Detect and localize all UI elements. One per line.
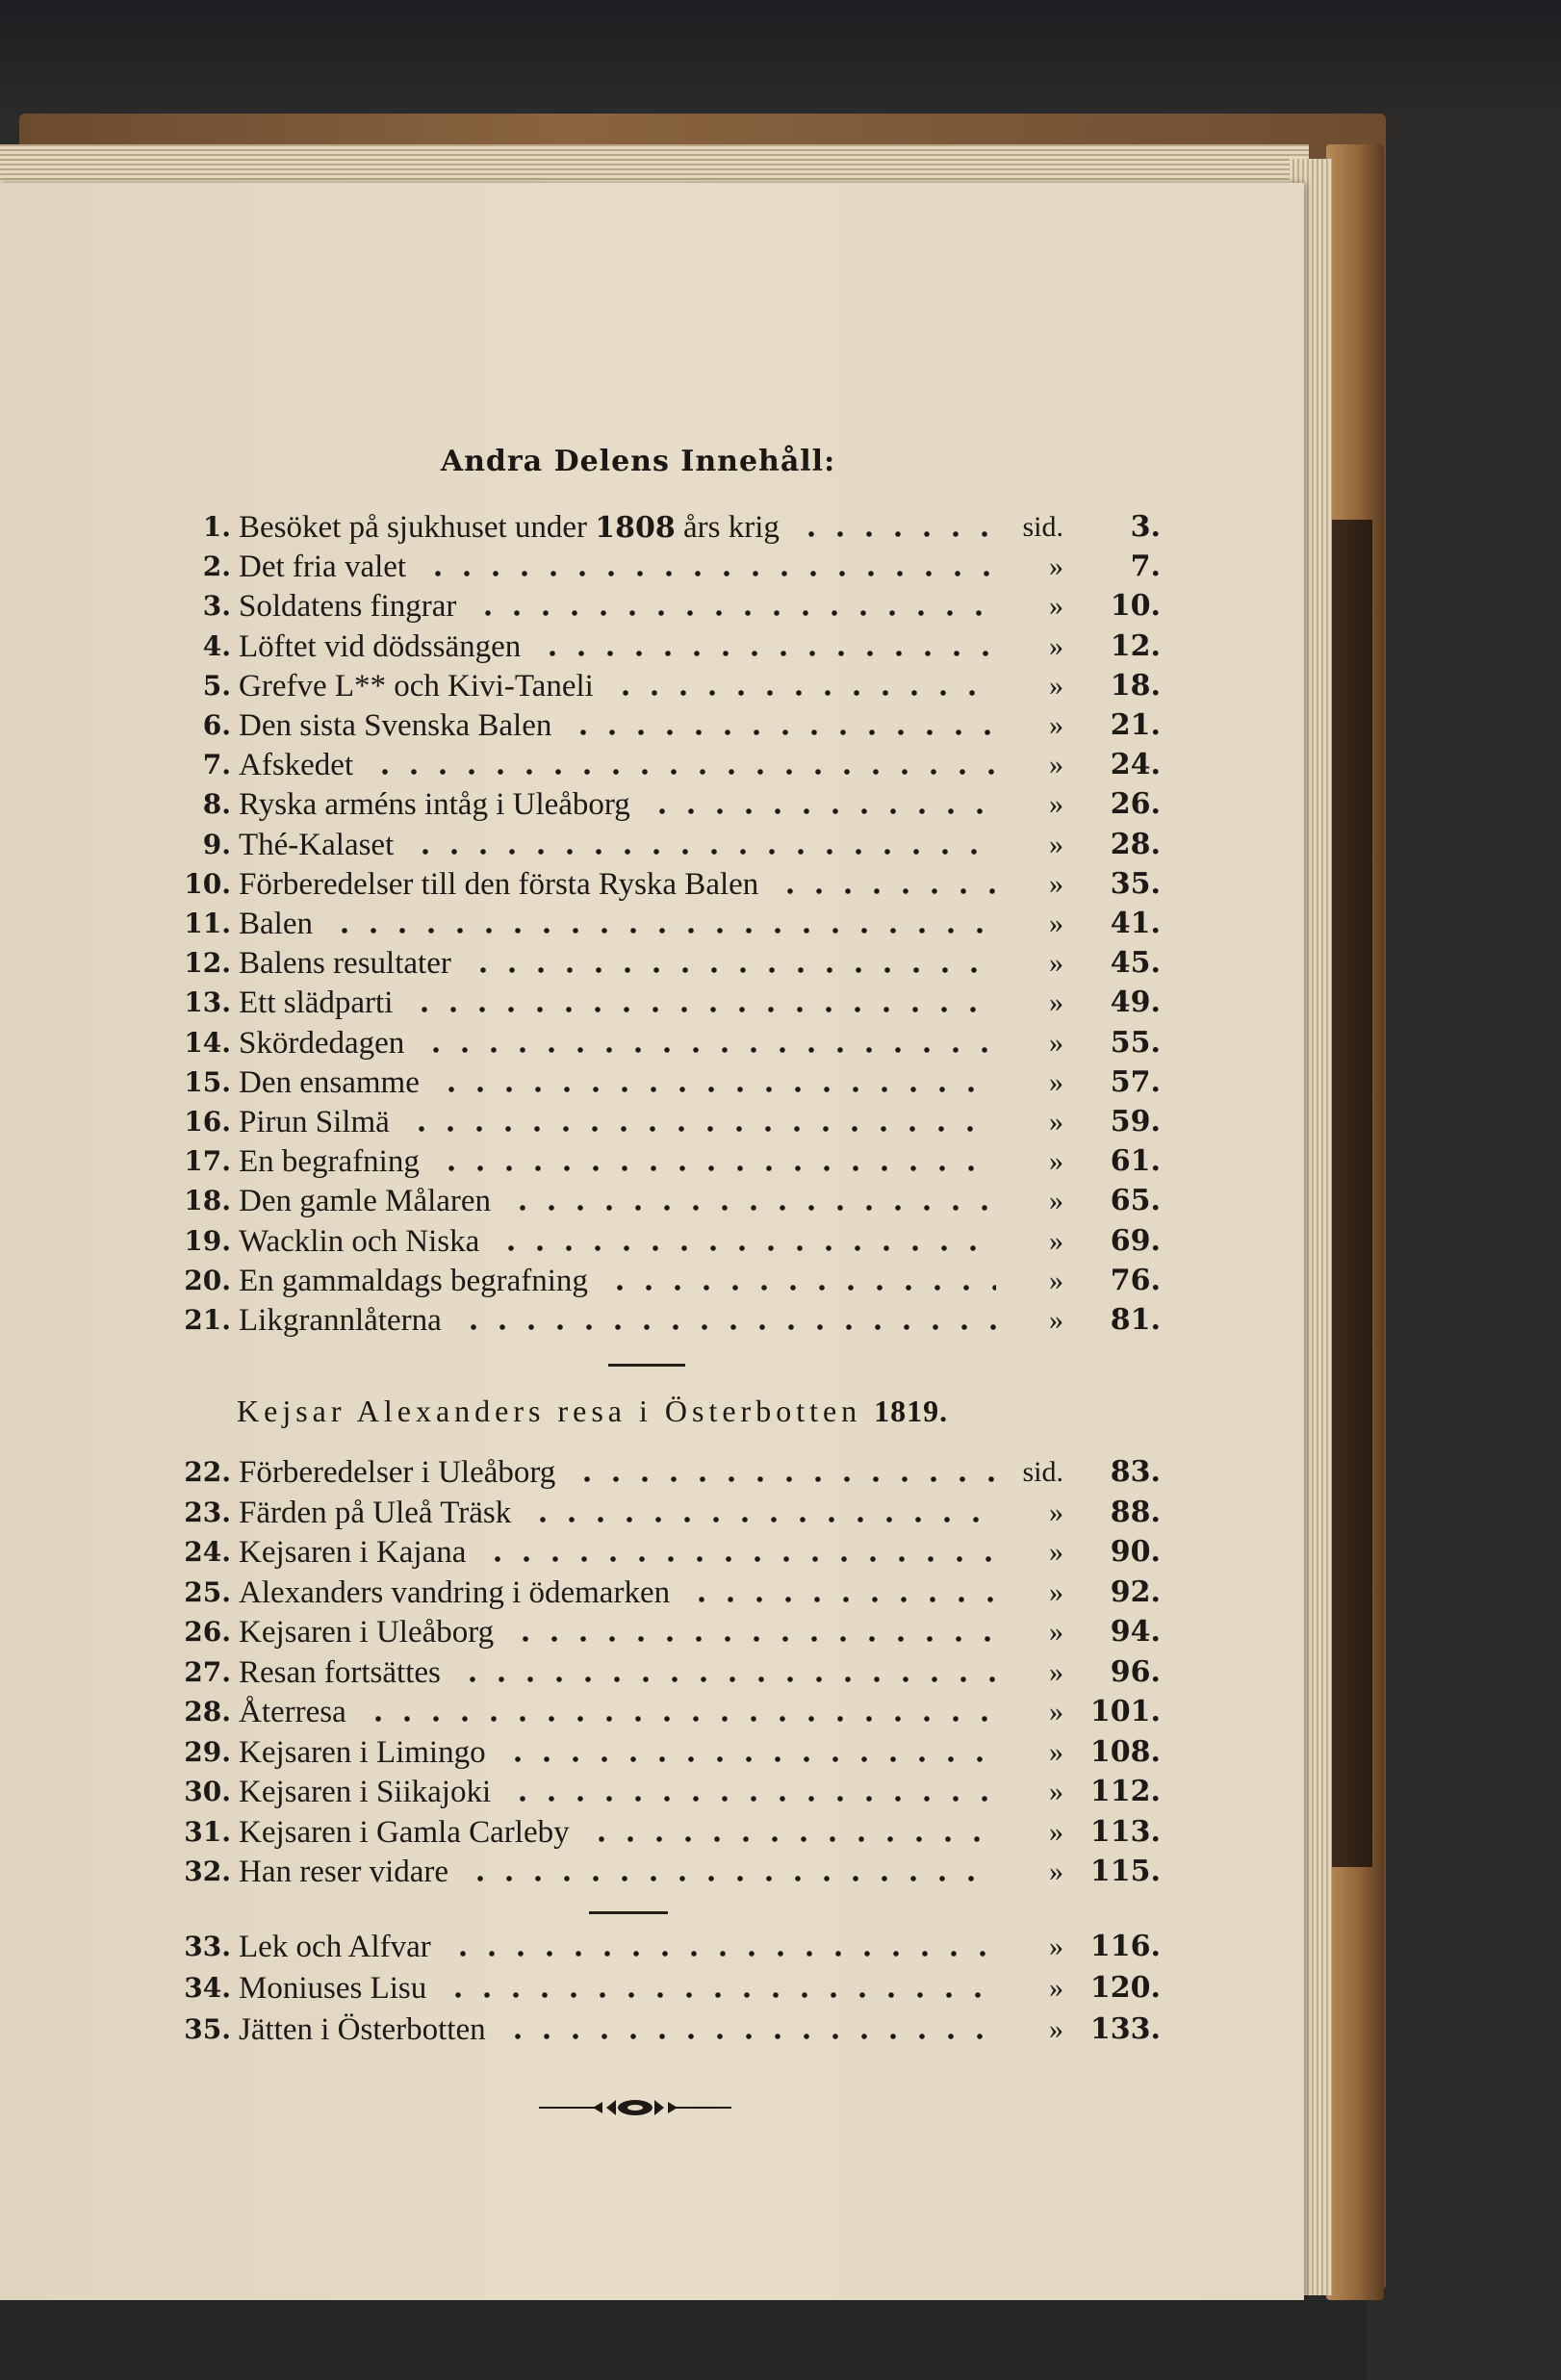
- leader-dots: [687, 1597, 996, 1602]
- entry-sid: »: [1049, 986, 1063, 1019]
- toc-entry: [173, 1182, 1161, 1220]
- toc-entry: [173, 1024, 1161, 1062]
- entry-sid: »: [1049, 867, 1063, 900]
- section-divider: [608, 1364, 685, 1367]
- entry-number: 22.: [184, 1456, 231, 1488]
- leader-dots: [371, 769, 996, 775]
- page-title: Andra Delens Innehåll:: [440, 445, 836, 478]
- entry-sid: »: [1049, 1735, 1063, 1768]
- entry-sid: »: [1049, 1655, 1063, 1688]
- entry-title: [239, 1453, 555, 1492]
- toc-entry: [173, 627, 1161, 666]
- entry-title-text: Återresa: [239, 1695, 346, 1729]
- entry-title: [239, 1063, 420, 1102]
- leader-dots: [508, 1205, 996, 1211]
- entry-sid: »: [1049, 1616, 1063, 1648]
- leader-dots: [508, 1796, 996, 1802]
- toc-entry: [173, 667, 1161, 705]
- entry-page-number: 65.: [1110, 1184, 1161, 1218]
- leader-dots: [483, 1556, 996, 1562]
- section-title: [237, 1394, 1199, 1429]
- entry-page-number: 133.: [1089, 2012, 1161, 2046]
- toc-entry: [173, 905, 1161, 943]
- entry-title: [239, 1813, 570, 1852]
- entry-sid: »: [1049, 1145, 1063, 1178]
- leader-dots: [459, 1324, 996, 1330]
- leader-dots: [528, 1517, 996, 1523]
- entry-title-text: Balen: [239, 907, 313, 941]
- leader-dots: [444, 1992, 996, 1998]
- leader-dots: [448, 1951, 996, 1957]
- entry-number: 7.: [202, 749, 231, 781]
- entry-title: [239, 548, 406, 586]
- toc-entry: [173, 1693, 1161, 1731]
- entry-title: [239, 1693, 346, 1731]
- entry-sid: »: [1049, 1931, 1063, 1962]
- entry-sid: »: [1049, 1855, 1063, 1887]
- entry-title-text: Kejsaren i Kajana: [239, 1535, 467, 1570]
- toc-entry: [173, 826, 1161, 864]
- entry-title-text: Det fria valet: [239, 550, 407, 585]
- toc-entry: [173, 1853, 1161, 1891]
- leader-dots: [611, 690, 996, 696]
- leader-dots: [776, 888, 996, 894]
- entry-sid: »: [1049, 788, 1063, 821]
- entry-number: 15.: [184, 1065, 231, 1098]
- toc-entry: [173, 1813, 1161, 1852]
- entry-title-text: Moniuses Lisu: [239, 1971, 427, 2006]
- entry-number: 9.: [202, 828, 231, 860]
- toc-entry: [173, 1574, 1161, 1612]
- entry-sid: »: [1049, 1776, 1063, 1807]
- entry-title: [239, 508, 780, 548]
- entry-number: 18.: [184, 1185, 231, 1217]
- entry-sid: »: [1049, 1496, 1063, 1528]
- entry-sid: »: [1049, 1264, 1063, 1296]
- entry-number: 3.: [202, 590, 231, 623]
- entry-title: [239, 1142, 420, 1181]
- entry-page-number: 120.: [1089, 1971, 1161, 2005]
- entry-sid: »: [1049, 947, 1063, 980]
- entry-sid: »: [1049, 590, 1063, 623]
- entry-title-text: En begrafning: [239, 1144, 420, 1180]
- entry-title-text: Förberedelser i Uleåborg: [239, 1455, 556, 1490]
- entry-page-number: 61.: [1110, 1144, 1161, 1179]
- leader-dots: [569, 729, 996, 735]
- entry-number: 27.: [184, 1655, 231, 1688]
- entry-page-number: 45.: [1110, 946, 1161, 981]
- entry-title: [239, 746, 353, 784]
- entry-number: 8.: [202, 788, 231, 821]
- entry-number: 32.: [184, 1855, 231, 1887]
- entry-page-number: 41.: [1110, 907, 1161, 940]
- entry-number: 2.: [202, 550, 231, 583]
- leader-dots: [411, 849, 996, 855]
- entry-number: 34.: [184, 1972, 231, 2004]
- toc-entry: [173, 1928, 1161, 1966]
- entry-page-number: 112.: [1089, 1775, 1161, 1808]
- entry-title: [239, 1733, 486, 1772]
- entry-title-text: Han reser vidare: [239, 1855, 449, 1889]
- entry-title: [239, 1574, 670, 1612]
- entry-sid: »: [1049, 1536, 1063, 1568]
- leader-dots: [538, 651, 996, 656]
- entry-title-text: Färden på Uleå Träsk: [239, 1495, 512, 1530]
- leader-dots: [605, 1285, 996, 1291]
- toc-entry: [173, 785, 1161, 824]
- toc-entry: [173, 984, 1161, 1022]
- entry-number: 14.: [184, 1026, 231, 1059]
- toc-entry: [173, 2010, 1161, 2049]
- toc-entry: [173, 1063, 1161, 1102]
- entry-sid: »: [1049, 1065, 1063, 1098]
- entry-title-text: Kejsaren i Uleåborg: [239, 1615, 495, 1650]
- entry-number: 21.: [184, 1304, 231, 1336]
- entry-title-year: 1808: [595, 511, 676, 545]
- entry-sid: »: [1049, 749, 1063, 781]
- entry-page-number: 96.: [1110, 1654, 1161, 1689]
- entry-page-number: 7.: [1130, 550, 1161, 584]
- toc-entry: [173, 944, 1161, 983]
- entry-title-text: Lek och Alfvar: [239, 1930, 431, 1964]
- entry-page-number: 115.: [1089, 1855, 1161, 1888]
- toc-entry: [173, 1301, 1161, 1340]
- entry-number: 16.: [184, 1106, 231, 1138]
- entry-page-number: 116.: [1089, 1930, 1161, 1963]
- toc-entry: [173, 587, 1161, 626]
- entry-sid: »: [1049, 1304, 1063, 1336]
- entry-number: 28.: [184, 1696, 231, 1727]
- leader-dots: [473, 610, 996, 616]
- entry-page-number: 90.: [1110, 1535, 1161, 1569]
- entry-title: [239, 1969, 426, 2008]
- entry-page-number: 24.: [1110, 748, 1161, 782]
- leader-dots: [497, 1245, 996, 1251]
- entry-title: [239, 667, 594, 705]
- entry-page-number: 81.: [1110, 1303, 1161, 1337]
- leader-dots: [410, 1007, 996, 1012]
- leader-dots: [503, 1756, 996, 1762]
- toc-entry: [173, 1969, 1161, 2008]
- entry-page-number: 83.: [1110, 1455, 1161, 1489]
- entry-page-number: 113.: [1089, 1814, 1161, 1849]
- entry-sid: »: [1049, 1026, 1063, 1059]
- leader-dots: [797, 531, 996, 537]
- leader-dots: [511, 1636, 996, 1642]
- entry-title: [239, 1773, 491, 1811]
- entry-title-rest: års krig: [675, 510, 780, 545]
- entry-title-text: En gammaldags begrafning: [239, 1263, 588, 1298]
- entry-title: [239, 1533, 466, 1572]
- entry-title: [239, 1494, 511, 1532]
- entry-title: [239, 826, 394, 864]
- entry-title-text: Afskedet: [239, 748, 354, 783]
- entry-number: 1.: [202, 511, 231, 543]
- entry-title-text: Grefve L** och Kivi-Taneli: [239, 668, 594, 704]
- entry-number: 19.: [184, 1224, 231, 1257]
- entry-title-text: Kejsaren i Siikajoki: [239, 1775, 492, 1809]
- entry-sid: »: [1049, 629, 1063, 662]
- entry-title: [239, 944, 451, 983]
- entry-title: [239, 865, 758, 904]
- leader-dots: [458, 1676, 996, 1682]
- toc-entry: [173, 1733, 1161, 1772]
- entry-title: [239, 1103, 390, 1141]
- entry-number: 33.: [184, 1931, 231, 1962]
- entry-number: 31.: [184, 1815, 231, 1848]
- entry-title: [239, 1182, 491, 1220]
- entry-title-text: Den sista Svenska Balen: [239, 708, 552, 743]
- entry-number: 30.: [184, 1776, 231, 1807]
- entry-number: 24.: [184, 1536, 231, 1568]
- leader-dots: [573, 1476, 996, 1482]
- entry-title: [239, 1928, 431, 1966]
- leader-dots: [503, 2034, 996, 2039]
- toc-entry: [173, 1453, 1161, 1492]
- entry-title-text: Alexanders vandring i ödemarken: [239, 1574, 671, 1610]
- entry-sid: »: [1049, 828, 1063, 860]
- entry-page-number: 59.: [1110, 1105, 1161, 1139]
- entry-title-text: Ett slädparti: [239, 985, 394, 1021]
- entry-title-text: Soldatens fingrar: [239, 589, 457, 625]
- entry-number: 29.: [184, 1735, 231, 1768]
- entry-number: 13.: [184, 986, 231, 1019]
- section-year: 1819.: [874, 1394, 949, 1428]
- entry-page-number: 76.: [1110, 1263, 1161, 1297]
- entry-page-number: 57.: [1110, 1064, 1161, 1099]
- entry-page-number: 3.: [1130, 510, 1161, 544]
- entry-title-text: Likgrannlåterna: [239, 1303, 442, 1338]
- entry-title: [239, 1262, 588, 1300]
- leader-dots: [469, 967, 996, 973]
- toc-entry: [173, 1494, 1161, 1532]
- entry-title: [239, 1222, 479, 1261]
- toc-entry: [173, 706, 1161, 745]
- entry-title: [239, 1613, 494, 1651]
- entry-sid: »: [1049, 1815, 1063, 1848]
- entry-title-text: Ryska arméns intåg i Uleåborg: [239, 787, 630, 823]
- entry-number: 4.: [202, 629, 231, 662]
- toc-entry: [173, 1222, 1161, 1261]
- toc-entry: [173, 746, 1161, 784]
- entry-page-number: 55.: [1110, 1025, 1161, 1060]
- entry-number: 35.: [184, 2013, 231, 2045]
- entry-title-text: Skördedagen: [239, 1025, 405, 1061]
- entry-page-number: 12.: [1110, 628, 1161, 663]
- entry-sid: »: [1049, 908, 1063, 939]
- entry-number: 23.: [184, 1496, 231, 1528]
- leader-dots: [364, 1716, 996, 1722]
- entry-number: 5.: [202, 669, 231, 702]
- entry-page-number: 28.: [1110, 827, 1161, 861]
- leader-dots: [422, 1047, 996, 1053]
- leader-dots: [330, 928, 996, 934]
- entry-page-number: 10.: [1110, 589, 1161, 624]
- entry-title-text: Wacklin och Niska: [239, 1223, 480, 1259]
- leader-dots: [587, 1836, 996, 1842]
- entry-sid: »: [1049, 1185, 1063, 1217]
- entry-title: [239, 984, 393, 1022]
- entry-page-number: 18.: [1110, 668, 1161, 703]
- entry-sid: »: [1049, 2013, 1063, 2045]
- leader-dots: [437, 1087, 996, 1092]
- entry-sid: »: [1049, 1106, 1063, 1138]
- entry-title: [239, 627, 521, 666]
- toc-entry: [173, 865, 1161, 904]
- entry-sid: »: [1049, 1972, 1063, 2004]
- leader-dots: [466, 1876, 996, 1881]
- entry-title-text: Balens resultater: [239, 946, 451, 982]
- entry-number: 10.: [184, 867, 231, 900]
- entry-page-number: 69.: [1110, 1223, 1161, 1258]
- leader-dots: [423, 571, 996, 576]
- entry-page-number: 88.: [1110, 1495, 1161, 1529]
- toc-entry: [173, 1103, 1161, 1141]
- entry-title: [239, 785, 630, 824]
- entry-title-text: Jätten i Österbotten: [239, 2012, 486, 2047]
- entry-title: [239, 2010, 486, 2049]
- section-title-text: Kejsar Alexanders resa i Österbotten: [237, 1394, 875, 1428]
- entry-page-number: 49.: [1110, 985, 1161, 1020]
- toc-entry: [173, 1262, 1161, 1300]
- entry-title: [239, 1301, 442, 1340]
- entry-number: 26.: [184, 1616, 231, 1648]
- leader-dots: [437, 1165, 996, 1171]
- toc-entry: [173, 1653, 1161, 1692]
- board-shadow-strip: [1330, 520, 1372, 1867]
- entry-page-number: 108.: [1089, 1734, 1161, 1769]
- entry-title-text: Thé-Kalaset: [239, 827, 395, 862]
- entry-number: 17.: [184, 1145, 231, 1178]
- entry-title: [239, 905, 313, 943]
- entry-title-text: Förberedelser till den första Ryska Balen: [239, 866, 759, 902]
- entry-title-text: Besöket på sjukhuset under: [239, 510, 596, 545]
- entry-number: 11.: [184, 908, 231, 939]
- entry-title: [239, 1653, 441, 1692]
- entry-title-text: Resan fortsättes: [239, 1654, 441, 1690]
- toc-entry: [173, 1613, 1161, 1651]
- entry-page-number: 21.: [1110, 708, 1161, 742]
- leader-dots: [648, 808, 996, 814]
- entry-title-text: Kejsaren i Gamla Carleby: [239, 1814, 570, 1850]
- entry-title: [239, 1853, 448, 1891]
- toc-entry: [173, 508, 1161, 547]
- entry-number: 12.: [184, 947, 231, 980]
- entry-sid: »: [1049, 1224, 1063, 1257]
- section-divider-2: [589, 1911, 668, 1914]
- entry-sid: sid.: [1022, 1456, 1063, 1488]
- leader-dots: [407, 1126, 996, 1132]
- entry-title-text: Kejsaren i Limingo: [239, 1734, 486, 1770]
- toc-entry: [173, 1533, 1161, 1572]
- entry-title-text: Den ensamme: [239, 1064, 420, 1100]
- toc-entry: [173, 1142, 1161, 1181]
- entry-title: [239, 587, 456, 626]
- entry-title-text: Den gamle Målaren: [239, 1184, 492, 1219]
- ornament-icon: [539, 2096, 731, 2119]
- entry-page-number: 92.: [1110, 1574, 1161, 1609]
- entry-page-number: 35.: [1110, 866, 1161, 901]
- entry-sid: »: [1049, 669, 1063, 702]
- entry-number: 6.: [202, 709, 231, 741]
- entry-title-text: Löftet vid dödssängen: [239, 628, 522, 664]
- entry-sid: »: [1049, 709, 1063, 741]
- entry-page-number: 26.: [1110, 787, 1161, 822]
- entry-number: 25.: [184, 1575, 231, 1608]
- entry-page-number: 101.: [1089, 1695, 1161, 1728]
- entry-sid: sid.: [1022, 511, 1063, 543]
- entry-title: [239, 706, 551, 745]
- entry-sid: »: [1049, 1575, 1063, 1608]
- toc-entry: [173, 548, 1161, 586]
- entry-title: [239, 1024, 404, 1062]
- entry-sid: »: [1049, 550, 1063, 583]
- entry-title-text: Pirun Silmä: [239, 1105, 390, 1139]
- entry-sid: »: [1049, 1696, 1063, 1727]
- entry-number: 20.: [184, 1264, 231, 1296]
- toc-entry: [173, 1773, 1161, 1811]
- entry-page-number: 94.: [1110, 1615, 1161, 1649]
